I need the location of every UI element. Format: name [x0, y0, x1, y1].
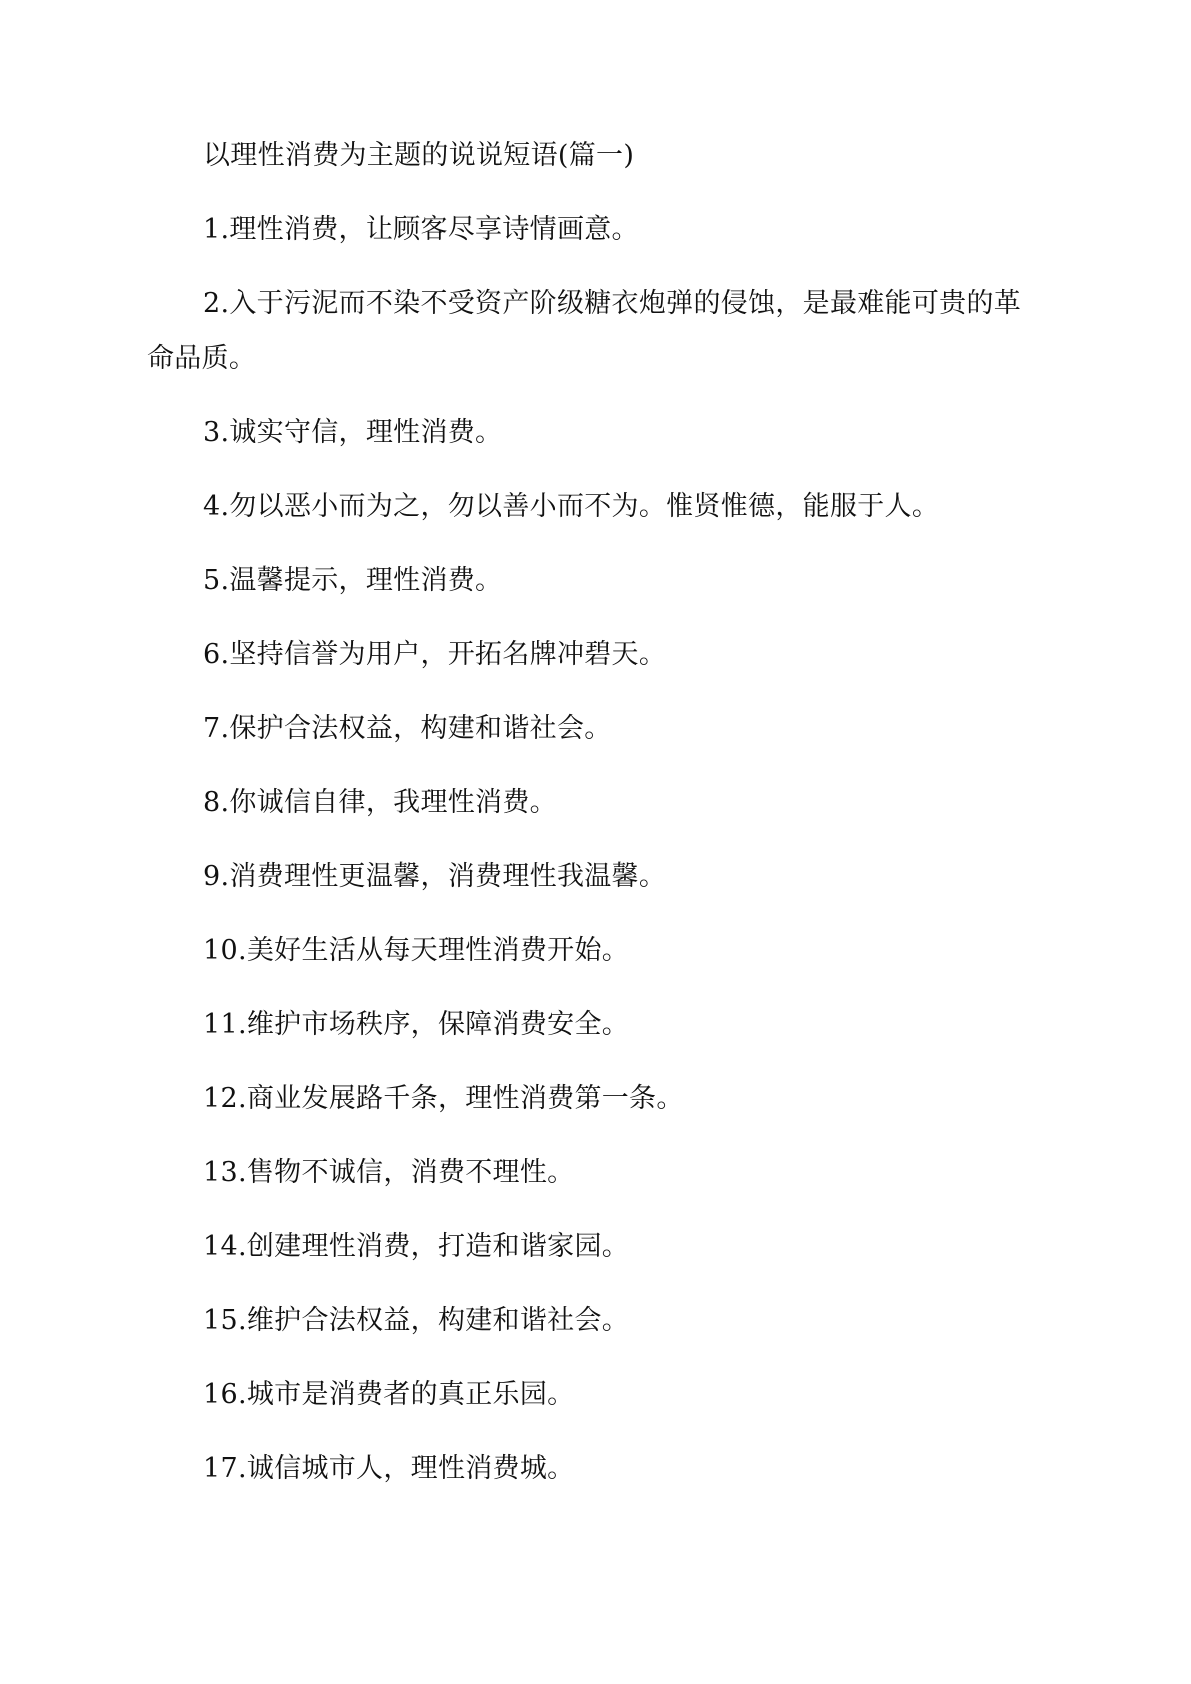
list-item: 16.城市是消费者的真正乐园。 — [203, 1379, 575, 1410]
list-item: 11.维护市场秩序，保障消费安全。 — [203, 1009, 630, 1040]
list-item: 15.维护合法权益，构建和谐社会。 — [203, 1305, 630, 1336]
list-item: 17.诚信城市人，理性消费城。 — [203, 1453, 575, 1484]
list-item: 7.保护合法权益，构建和谐社会。 — [203, 713, 612, 744]
list-item: 4.勿以恶小而为之，勿以善小而不为。惟贤惟德，能服于人。 — [203, 491, 940, 522]
list-item: 14.创建理性消费，打造和谐家园。 — [203, 1231, 630, 1262]
list-item: 2.入于污泥而不染不受资产阶级糖衣炮弹的侵蚀，是最难能可贵的革命品质。 — [147, 288, 1022, 374]
list-item: 9.消费理性更温馨，消费理性我温馨。 — [203, 861, 667, 892]
list-item: 13.售物不诚信，消费不理性。 — [203, 1157, 575, 1188]
list-item: 10.美好生活从每天理性消费开始。 — [203, 935, 630, 966]
list-item: 3.诚实守信，理性消费。 — [203, 417, 503, 448]
list-item: 12.商业发展路千条，理性消费第一条。 — [203, 1083, 684, 1114]
document-content — [147, 128, 1047, 1515]
document-title: 以理性消费为主题的说说短语(篇一) — [203, 140, 635, 171]
list-item: 6.坚持信誉为用户，开拓名牌冲碧天。 — [203, 639, 667, 670]
list-item: 5.温馨提示，理性消费。 — [203, 565, 503, 596]
list-item: 1.理性消费，让顾客尽享诗情画意。 — [203, 214, 639, 245]
list-item: 8.你诚信自律，我理性消费。 — [203, 787, 557, 818]
